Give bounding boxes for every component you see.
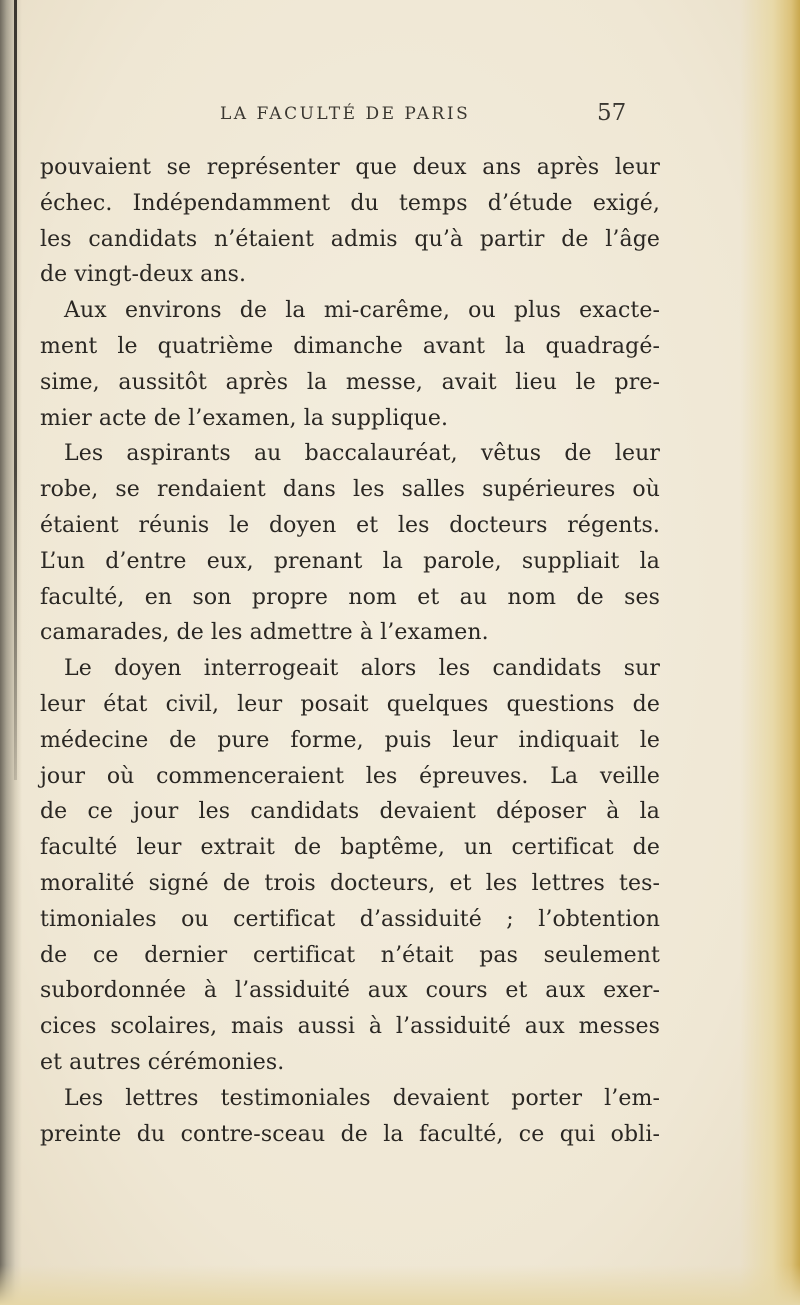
- text-line: timoniales ou certificat d’assiduité ; l’obtention: [40, 906, 660, 932]
- text-line: subordonnée à l’assiduité aux cours et aux exer-: [40, 978, 660, 1004]
- text-line: L’un d’entre eux, prenant la parole, suppliait la: [40, 548, 660, 574]
- text-line: robe, se rendaient dans les salles supérieures où: [40, 477, 660, 503]
- page-number: 57: [597, 100, 627, 126]
- text-line: de ce jour les candidats devaient déposer à la: [40, 799, 660, 825]
- text-line: Aux environs de la mi-carême, ou plus exacte-: [64, 298, 660, 324]
- text-line: de ce dernier certificat n’était pas seulement: [40, 942, 660, 968]
- text-line: moralité signé de trois docteurs, et les lettres tes-: [40, 870, 660, 896]
- text-line: camarades, de les admettre à l’examen.: [40, 620, 489, 646]
- binding-shadow: [0, 0, 22, 1305]
- text-line: preinte du contre-sceau de la faculté, ce qui obli-: [40, 1121, 660, 1147]
- body-text: [40, 150, 660, 1152]
- text-line: mier acte de l’examen, la supplique.: [40, 405, 449, 431]
- text-line: sime, aussitôt après la messe, avait lieu le pre-: [40, 369, 660, 395]
- page-edge-bottom: [0, 1265, 800, 1305]
- text-line: de vingt-deux ans.: [40, 262, 247, 288]
- text-line: échec. Indépendamment du temps d’étude exigé,: [40, 190, 660, 216]
- text-line: étaient réunis le doyen et les docteurs régents.: [40, 512, 660, 538]
- text-line: Les lettres testimoniales devaient porter l’em-: [64, 1085, 660, 1111]
- running-head: [0, 100, 800, 130]
- text-line: Les aspirants au baccalauréat, vêtus de leur: [64, 441, 660, 467]
- page-edge-right: [740, 0, 800, 1305]
- text-line: jour où commenceraient les épreuves. La veille: [40, 763, 660, 789]
- running-title: LA FACULTÉ DE PARIS: [220, 104, 471, 124]
- text-line: pouvaient se représenter que deux ans après leur: [40, 155, 660, 180]
- text-line: et autres cérémonies.: [40, 1049, 285, 1075]
- text-line: cices scolaires, mais aussi à l’assiduité aux messes: [40, 1014, 660, 1040]
- text-line: Le doyen interrogeait alors les candidats sur: [64, 656, 660, 682]
- text-line: faculté leur extrait de baptême, un certificat de: [40, 835, 660, 861]
- text-line: faculté, en son propre nom et au nom de ses: [40, 584, 660, 610]
- text-line: leur état civil, leur posait quelques questions de: [40, 691, 660, 717]
- text-line: les candidats n’étaient admis qu’à partir de l’âge: [40, 226, 660, 252]
- text-line: ment le quatrième dimanche avant la quadragé-: [40, 333, 660, 359]
- text-line: médecine de pure forme, puis leur indiquait le: [40, 727, 660, 753]
